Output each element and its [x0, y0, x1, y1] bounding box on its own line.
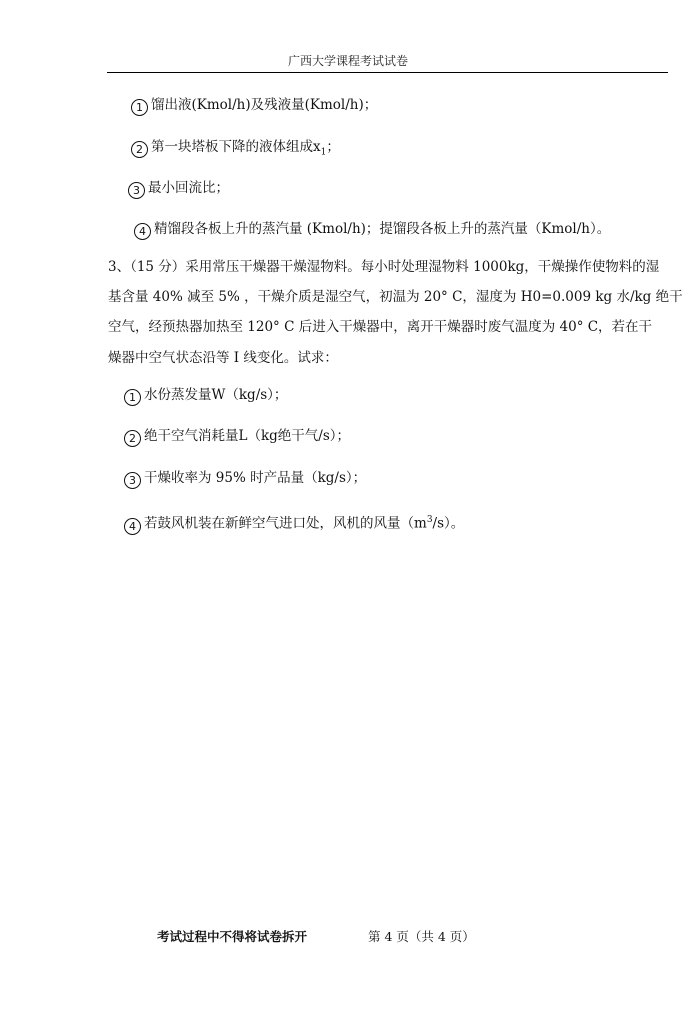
q3-item-4-text: 若鼓风机装在新鲜空气进口处，风机的风量（m [144, 515, 427, 532]
q3-item-4-text-end: /s）。 [432, 515, 465, 532]
q2-item-2-text-end: ； [326, 139, 340, 155]
q2-item-2-subscript: 1 [320, 147, 327, 158]
q3-line-3: 空气，经预热器加热至 120° C 后进入干燥器中，离开干燥器时废气温度为 40° C，若在干 [108, 319, 653, 335]
q3-line-2: 基含量 40% 减至 5% ，干燥介质是湿空气，初温为 20° C，湿度为 H0=0.009 kg 水/kg 绝干 [108, 289, 683, 305]
q2-item-4 [134, 220, 610, 240]
q2-item-2 [131, 138, 340, 162]
circled-number: 4 [134, 223, 151, 240]
circled-number: 1 [124, 389, 141, 406]
q3-item-4 [124, 511, 464, 535]
circled-number: 2 [124, 430, 141, 447]
q3-item-2 [124, 427, 350, 447]
q3-item-3 [124, 469, 366, 489]
q3-line-4: 燥器中空气状态沿等 I 线变化。试求： [108, 350, 338, 366]
circled-number: 1 [131, 99, 148, 116]
footer-notice: 考试过程中不得将试卷拆开 [157, 929, 308, 944]
q3-line-1: 3、（15 分）采用常压干燥器干燥湿物料。每小时处理湿物料 1000kg，干燥操作使物料的湿 [108, 259, 660, 275]
q3-item-1 [124, 386, 287, 406]
q3-item-1-text: 水份蒸发量W（kg/s）； [144, 387, 288, 403]
q2-item-2-text: 第一块塔板下降的液体组成x [151, 139, 321, 155]
circled-number: 2 [131, 141, 148, 158]
page-header-title: 广西大学课程考试试卷 [287, 54, 408, 68]
q2-item-1-text: 馏出液(Kmol/h)及残液量(Kmol/h)； [151, 97, 378, 113]
circled-number: 3 [128, 182, 145, 199]
q2-item-3 [128, 179, 229, 199]
q2-item-3-text: 最小回流比； [148, 180, 229, 196]
circled-number: 3 [124, 472, 141, 489]
header-rule [107, 72, 668, 73]
q2-item-1 [131, 96, 377, 116]
circled-number: 4 [124, 518, 141, 535]
footer-page-number: 第 4 页（共 4 页） [368, 929, 475, 944]
q3-item-4-superscript: 3 [426, 515, 433, 525]
q3-item-2-text: 绝干空气消耗量L（kg绝干气/s）； [144, 428, 351, 444]
q2-item-4-text: 精馏段各板上升的蒸汽量 (Kmol/h)；提馏段各板上升的蒸汽量（Kmol/h）。 [154, 221, 611, 237]
q3-item-3-text: 干燥收率为 95% 时产品量（kg/s）； [144, 470, 367, 486]
